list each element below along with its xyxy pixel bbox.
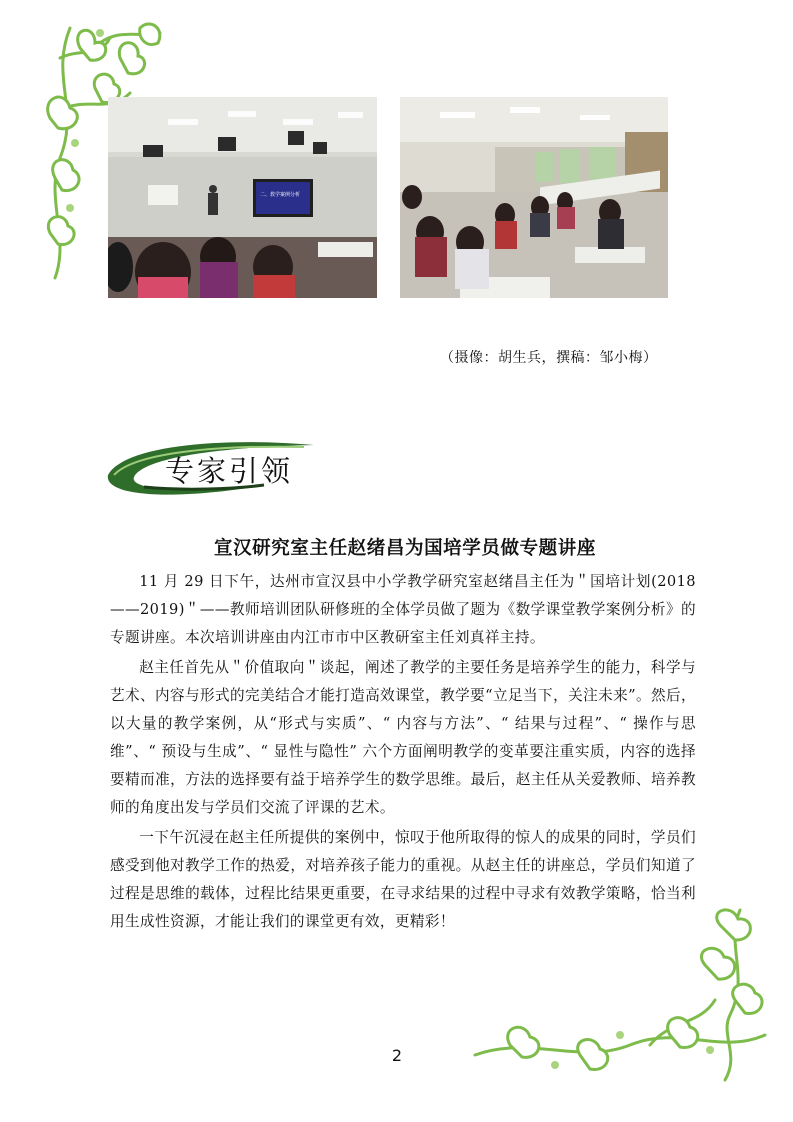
article-title: 宣汉研究室主任赵绪昌为国培学员做专题讲座: [213, 538, 596, 559]
article-paragraph: 一下午沉浸在赵主任所提供的案例中，惊叹于他所取得的惊人的成果的同时，学员们感受到他对教学工作的热爱，对培养孩子能力的重视。从赵主任的讲座总，学员们知道了过程是思维的载体，过程比结果更重要，在寻求结果的过程中寻求有效教学策略，恰当利用生成性资源，才能让我们的课堂更有效，更精彩！: [110, 829, 696, 930]
projector-slide-text: 二、教学案例分析: [260, 192, 301, 198]
audience-photo: [400, 97, 668, 298]
article-body: [110, 568, 696, 938]
vine-ornament-bottom: [470, 905, 770, 1085]
photo-credit: （摄像：胡生兵，撰稿：邹小梅）: [440, 350, 658, 366]
lecture-photo: [108, 97, 377, 298]
page-number: 2: [391, 1046, 403, 1065]
section-title: 专家引领: [165, 454, 294, 488]
article-paragraph: 赵主任首先从＂价值取向＂谈起，阐述了教学的主要任务是培养学生的能力，科学与艺术、内容与形式的完美结合才能打造高效课堂，教学要“立足当下，关注未来”。然后，以大量的教学案例，从“形式与实质”、“ 内容与方法”、“ 结果与过程”、“ 操作与思维”、“ 预设与生成”、“ 显性与隐性” 六个方面阐明教学的变革要注重实质，内容的选择要精而准，方法的选择要有益于培养学生的数学思维。最后，赵主任从关爱教师、培养教师的角度出发与学员们交流了评课的艺术。: [110, 659, 696, 816]
article-paragraph: 11 月 29 日下午，达州市宣汉县中小学教学研究室赵绪昌主任为＂国培计划(2018——2019)＂——教师培训团队研修班的全体学员做了题为《数学课堂教学案例分析》的专题讲座。本次培训讲座由内江市市中区教研室主任刘真祥主持。: [110, 573, 696, 646]
